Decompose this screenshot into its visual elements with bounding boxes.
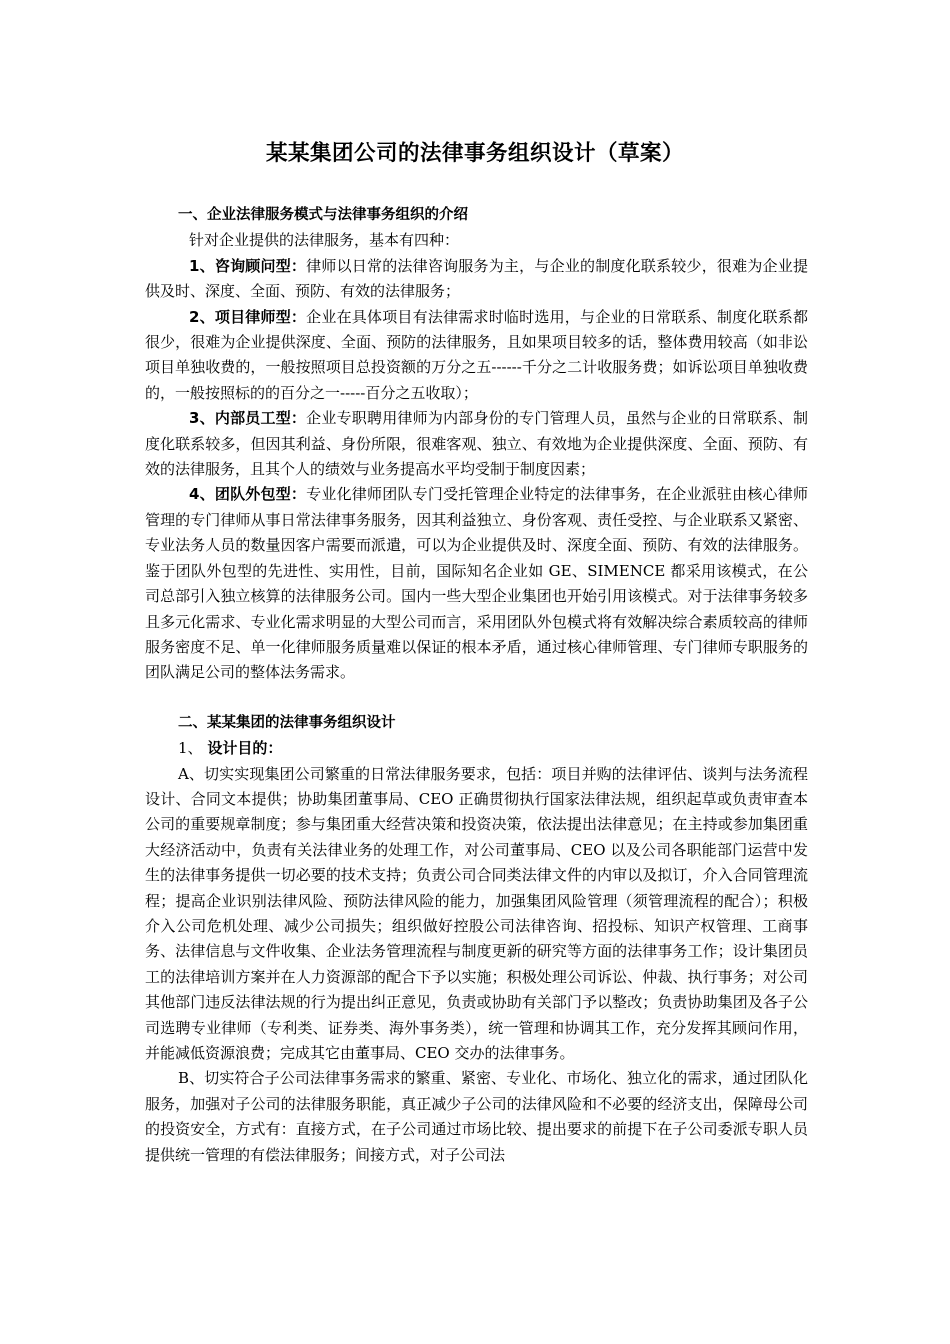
subsection-number: 1、: [178, 739, 203, 758]
section-1-intro: 针对企业提供的法律服务，基本有四种：: [189, 231, 460, 250]
service-model-text: 企业在具体项目有法律需求时临时选用，与企业的日常联系、制度化联系都很少，很难为企业提供深度、全面、预防的法律服务，且如果项目较多的话，整体费用较高（如非讼项目单独收费的，一般按照项目总投资额的万分之五------千分之二计收服务费；如诉讼项目单独收费的，一般按照标的的百分之一-----百分之五收取）；: [145, 307, 808, 402]
section-spacer: [145, 686, 808, 711]
paragraph-a: A、切实实现集团公司繁重的日常法律服务要求，包括：项目并购的法律评估、谈判与法务流程设计、合同文本提供；协助集团董事局、CEO 正确贯彻执行国家法律法规，组织起草或负责审查本公司的重要规章制度；参与集团重大经营决策和投资决策，依法提出法律意见；在主持或参加集团重大经济活动中，负责有关法律业务的处理工作，对公司董事局、CEO 以及公司各职能部门运营中发生的法律事务提供一切必要的技术支持；负责公司合同类法律文件的内审以及拟订，介入合同管理流程；提高企业识别法律风险、预防法律风险的能力，加强集团风险管理（须管理流程的配合）；积极介入公司危机处理、减少公司损失；组织做好控股公司法律咨询、招投标、知识产权管理、工商事务、法律信息与文件收集、企业法务管理流程与制度更新的研究等方面的法律事务工作；设计集团员工的法律培训方案并在人力资源部的配合下予以实施；积极处理公司诉讼、仲裁、执行事务；对公司其他部门违反法律法规的行为提出纠正意见，负责或协助有关部门予以整改；负责协助集团及各子公司选聘专业律师（专利类、证券类、海外事务类），统一管理和协调其工作，充分发挥其顾问作用，并能减低资源浪费；完成其它由董事局、CEO 交办的法律事务。: [145, 764, 808, 1062]
document-title: 某某集团公司的法律事务组织设计（草案）: [265, 141, 684, 166]
service-model-label: 4、团队外包型：: [189, 485, 307, 504]
service-model-item: [145, 254, 808, 305]
document-body: [145, 203, 808, 1168]
service-model-text: 企业专职聘用律师为内部身份的专门管理人员，虽然与企业的日常联系、制度化联系较多，但因其利益、身份所限，很难客观、独立、有效地为企业提供深度、全面、预防、有效的法律服务，且其个人的绩效与业务提高水平均受制于制度因素；: [145, 409, 808, 479]
service-model-label: 1、咨询顾问型：: [189, 256, 307, 275]
subsection-label: 设计目的：: [207, 739, 283, 758]
service-model-item: [145, 305, 808, 407]
service-model-text: 律师以日常的法律咨询服务为主，与企业的制度化联系较少，很难为企业提供及时、深度、全面、预防、有效的法律服务；: [145, 256, 808, 301]
section-1-heading: 一、企业法律服务模式与法律事务组织的介绍: [178, 207, 468, 223]
service-model-text: 专业化律师团队专门受托管理企业特定的法律事务，在企业派驻由核心律师管理的专门律师从事日常法律事务服务，因其利益独立、身份客观、责任受控、与企业联系又紧密、专业法务人员的数量因客户需要而派遣，可以为企业提供及时、深度全面、预防、有效的法律服务。鉴于团队外包型的先进性、实用性，目前，国际知名企业如 GE、SIMENCE 都采用该模式，在公司总部引入独立核算的法律服务公司。国内一些大型企业集团也开始引用该模式。对于法律事务较多且多元化需求、专业化需求明显的大型公司而言，采用团队外包模式将有效解决综合素质较高的律师服务密度不足、单一化律师服务质量难以保证的根本矛盾，通过核心律师管理、专门律师专职服务的团队满足公司的整体法务需求。: [145, 485, 808, 682]
service-model-item: [145, 406, 808, 482]
service-model-label: 2、项目律师型：: [189, 307, 307, 326]
service-model-label: 3、内部员工型：: [189, 409, 307, 428]
subsection-heading: [145, 736, 808, 761]
service-model-item: [145, 482, 808, 685]
paragraph-b: B、切实符合子公司法律事务需求的繁重、紧密、专业化、市场化、独立化的需求，通过团队化服务，加强对子公司的法律服务职能，真正减少子公司的法律风险和不必要的经济支出，保障母公司的投资安全，方式有：直接方式，在子公司通过市场比较、提出要求的前提下在子公司委派专职人员提供统一管理的有偿法律服务；间接方式，对子公司法: [145, 1069, 808, 1164]
section-2-heading: 二、某某集团的法律事务组织设计: [178, 714, 396, 731]
